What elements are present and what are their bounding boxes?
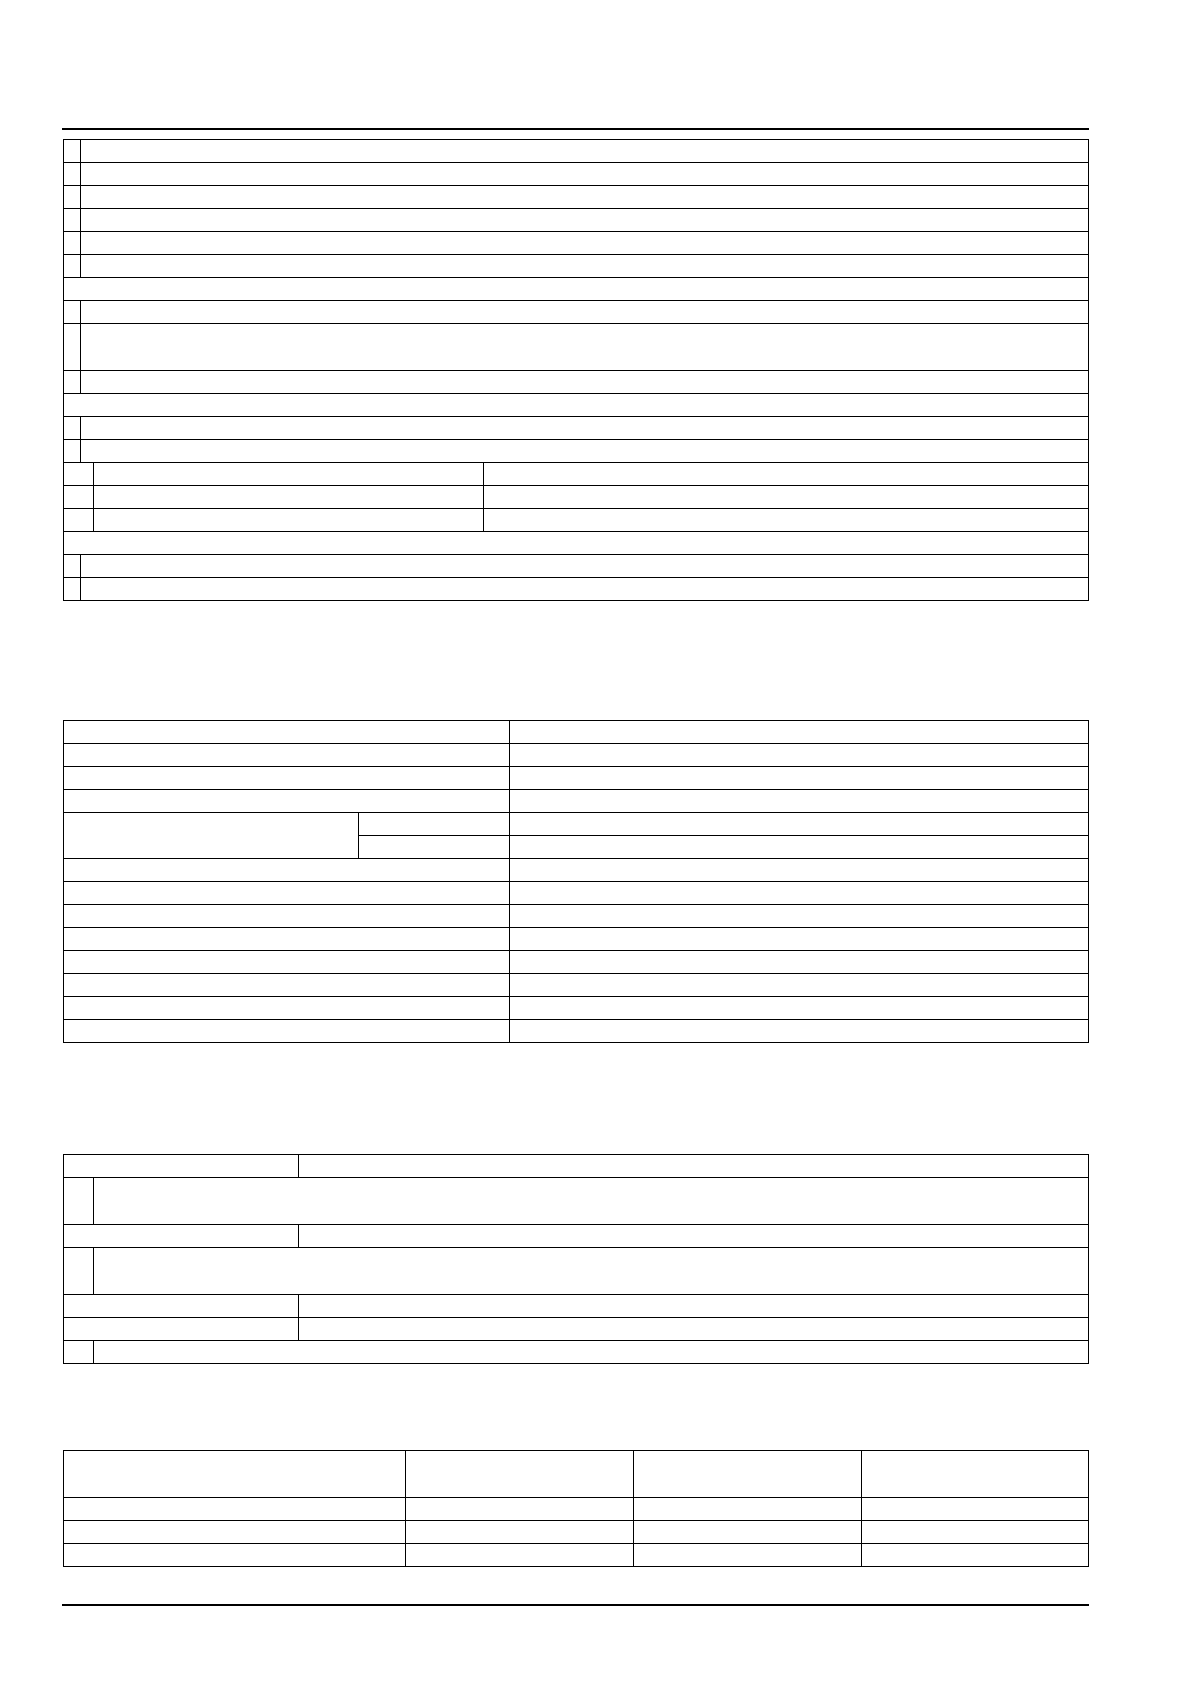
row-label xyxy=(94,486,484,509)
table-cell xyxy=(64,1544,406,1567)
row-value xyxy=(484,486,1089,509)
table-row xyxy=(64,1521,1089,1544)
column-header xyxy=(64,1451,406,1498)
row-number xyxy=(64,440,81,463)
row-number xyxy=(64,209,81,232)
row-value xyxy=(510,836,1089,859)
row-text xyxy=(81,578,1089,601)
section-4-table xyxy=(63,1450,1089,1567)
row-value xyxy=(299,1318,1089,1341)
table-row xyxy=(64,767,1089,790)
row-value xyxy=(510,859,1089,882)
row-number xyxy=(64,486,94,509)
row-number xyxy=(64,1248,94,1295)
table-row xyxy=(64,928,1089,951)
row-text xyxy=(81,255,1089,278)
row-value xyxy=(510,974,1089,997)
row-sublabel xyxy=(359,813,510,836)
row-text xyxy=(94,1341,1089,1364)
row-text xyxy=(94,1248,1089,1295)
table-header-row xyxy=(64,1451,1089,1498)
row-label xyxy=(64,1020,510,1043)
row-text xyxy=(81,163,1089,186)
table-cell xyxy=(634,1521,862,1544)
row-number xyxy=(64,417,81,440)
row-group-label xyxy=(64,813,359,859)
table-cell xyxy=(862,1544,1089,1567)
row-text xyxy=(81,440,1089,463)
table-cell xyxy=(406,1544,634,1567)
row-label xyxy=(64,767,510,790)
table-row xyxy=(64,813,1089,836)
table-row xyxy=(64,209,1089,232)
table-row xyxy=(64,1155,1089,1178)
table-row xyxy=(64,790,1089,813)
section-heading xyxy=(64,394,1089,417)
table-row xyxy=(64,1020,1089,1043)
table-row xyxy=(64,463,1089,486)
row-value xyxy=(510,1020,1089,1043)
row-number xyxy=(64,578,81,601)
table-row xyxy=(64,324,1089,371)
column-header xyxy=(634,1451,862,1498)
row-label xyxy=(64,790,510,813)
row-label xyxy=(64,974,510,997)
row-text xyxy=(81,371,1089,394)
row-number xyxy=(64,301,81,324)
row-number xyxy=(64,232,81,255)
row-value xyxy=(510,744,1089,767)
row-label xyxy=(64,1318,299,1341)
row-text xyxy=(81,417,1089,440)
row-text xyxy=(81,555,1089,578)
table-row xyxy=(64,905,1089,928)
table-row xyxy=(64,997,1089,1020)
row-text xyxy=(81,301,1089,324)
row-sublabel xyxy=(359,836,510,859)
row-label xyxy=(64,859,510,882)
row-label xyxy=(64,1155,299,1178)
table-cell xyxy=(634,1498,862,1521)
table-row xyxy=(64,232,1089,255)
section-heading xyxy=(64,532,1089,555)
row-value xyxy=(510,813,1089,836)
row-number xyxy=(64,1178,94,1225)
row-label xyxy=(94,463,484,486)
table-row xyxy=(64,721,1089,744)
column-header xyxy=(406,1451,634,1498)
row-text xyxy=(81,140,1089,163)
row-text xyxy=(81,324,1089,371)
row-label xyxy=(64,1295,299,1318)
table-cell xyxy=(406,1498,634,1521)
table-cell xyxy=(634,1544,862,1567)
row-label xyxy=(64,928,510,951)
table-row xyxy=(64,278,1089,301)
row-number xyxy=(64,324,81,371)
table-row xyxy=(64,509,1089,532)
row-text xyxy=(81,186,1089,209)
table-cell xyxy=(64,1521,406,1544)
row-label xyxy=(64,1225,299,1248)
row-value xyxy=(510,882,1089,905)
table-row xyxy=(64,417,1089,440)
row-value xyxy=(510,905,1089,928)
table-row xyxy=(64,974,1089,997)
table-row xyxy=(64,882,1089,905)
row-label xyxy=(64,721,510,744)
row-number xyxy=(64,255,81,278)
row-label xyxy=(64,882,510,905)
table-row xyxy=(64,186,1089,209)
table-row xyxy=(64,578,1089,601)
row-text xyxy=(94,1178,1089,1225)
table-row xyxy=(64,1295,1089,1318)
row-value xyxy=(510,997,1089,1020)
table-row xyxy=(64,532,1089,555)
row-label xyxy=(64,997,510,1020)
section-1-table xyxy=(63,139,1089,601)
table-row xyxy=(64,1225,1089,1248)
table-row xyxy=(64,555,1089,578)
row-number xyxy=(64,163,81,186)
row-number xyxy=(64,186,81,209)
row-text xyxy=(81,232,1089,255)
table-row xyxy=(64,1178,1089,1225)
table-row xyxy=(64,1544,1089,1567)
table-row xyxy=(64,486,1089,509)
row-value xyxy=(299,1225,1089,1248)
top-rule xyxy=(62,128,1089,130)
table-row xyxy=(64,744,1089,767)
table-row xyxy=(64,394,1089,417)
table-row xyxy=(64,859,1089,882)
row-number xyxy=(64,1341,94,1364)
table-cell xyxy=(862,1521,1089,1544)
section-3-table xyxy=(63,1154,1089,1364)
table-row xyxy=(64,371,1089,394)
table-row xyxy=(64,1498,1089,1521)
bottom-rule xyxy=(62,1604,1089,1606)
row-value xyxy=(484,463,1089,486)
table-row xyxy=(64,255,1089,278)
row-label xyxy=(94,509,484,532)
row-value xyxy=(510,721,1089,744)
row-value xyxy=(510,767,1089,790)
row-value xyxy=(484,509,1089,532)
row-value xyxy=(299,1155,1089,1178)
table-row xyxy=(64,1248,1089,1295)
row-number xyxy=(64,555,81,578)
row-label xyxy=(64,951,510,974)
row-number xyxy=(64,371,81,394)
table-row xyxy=(64,301,1089,324)
row-number xyxy=(64,509,94,532)
table-row xyxy=(64,440,1089,463)
table-row xyxy=(64,163,1089,186)
section-heading xyxy=(64,278,1089,301)
table-row xyxy=(64,1341,1089,1364)
table-cell xyxy=(862,1498,1089,1521)
section-2-table xyxy=(63,720,1089,1043)
table-row xyxy=(64,140,1089,163)
row-value xyxy=(510,790,1089,813)
row-number xyxy=(64,463,94,486)
row-value xyxy=(510,951,1089,974)
table-cell xyxy=(406,1521,634,1544)
row-text xyxy=(81,209,1089,232)
row-number xyxy=(64,140,81,163)
row-label xyxy=(64,905,510,928)
table-cell xyxy=(64,1498,406,1521)
column-header xyxy=(862,1451,1089,1498)
row-label xyxy=(64,744,510,767)
table-row xyxy=(64,1318,1089,1341)
table-row xyxy=(64,951,1089,974)
row-value xyxy=(299,1295,1089,1318)
row-value xyxy=(510,928,1089,951)
